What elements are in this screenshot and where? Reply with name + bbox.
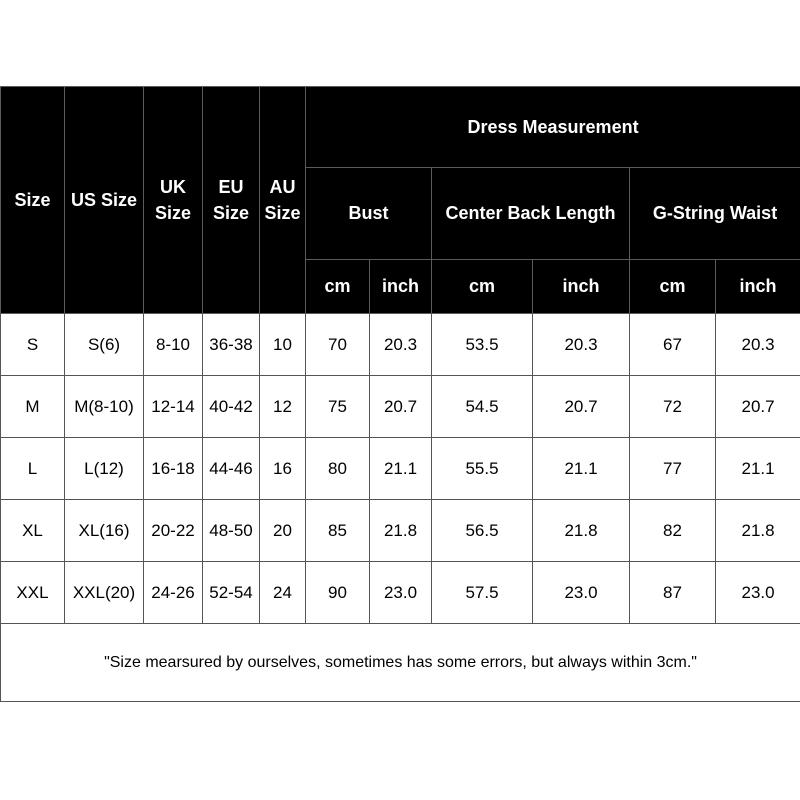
- header-center-back-length: Center Back Length: [432, 168, 630, 260]
- cell-bust-cm: 80: [306, 438, 370, 500]
- cell-au-size: 16: [260, 438, 306, 500]
- cell-length-cm: 53.5: [432, 314, 533, 376]
- cell-bust-cm: 85: [306, 500, 370, 562]
- cell-length-inch: 21.8: [533, 500, 630, 562]
- header-eu-size: [203, 87, 260, 314]
- header-dress-measurement: Dress Measurement: [306, 87, 800, 168]
- header-unit-bust-cm: cm: [306, 260, 370, 314]
- cell-uk-size: 8-10: [144, 314, 203, 376]
- header-uk-size-line2: Size: [154, 203, 192, 223]
- cell-waist-cm: 87: [630, 562, 716, 624]
- header-eu-size-line1: EU: [218, 177, 244, 197]
- cell-eu-size: 36-38: [203, 314, 260, 376]
- cell-waist-inch: 21.1: [716, 438, 800, 500]
- cell-size: M: [1, 376, 65, 438]
- cell-length-cm: 56.5: [432, 500, 533, 562]
- table-row: [1, 376, 800, 438]
- cell-au-size: 10: [260, 314, 306, 376]
- header-unit-waist-cm: cm: [630, 260, 716, 314]
- cell-waist-inch: 23.0: [716, 562, 800, 624]
- header-uk-size-line1: UK: [160, 177, 186, 197]
- size-chart-table: [0, 86, 800, 702]
- cell-uk-size: 20-22: [144, 500, 203, 562]
- cell-waist-inch: 20.7: [716, 376, 800, 438]
- cell-bust-cm: 75: [306, 376, 370, 438]
- cell-au-size: 12: [260, 376, 306, 438]
- cell-us-size: XL(16): [65, 500, 144, 562]
- cell-length-cm: 57.5: [432, 562, 533, 624]
- cell-eu-size: 52-54: [203, 562, 260, 624]
- cell-uk-size: 12-14: [144, 376, 203, 438]
- cell-bust-inch: 21.1: [370, 438, 432, 500]
- cell-size: L: [1, 438, 65, 500]
- header-uk-size: [144, 87, 203, 314]
- measurement-note: "Size mearsured by ourselves, sometimes has some errors, but always within 3cm.": [1, 624, 800, 702]
- header-unit-bust-inch: inch: [370, 260, 432, 314]
- note-row: [1, 624, 800, 702]
- table-body: [1, 314, 800, 702]
- header-unit-waist-inch: inch: [716, 260, 800, 314]
- cell-au-size: 24: [260, 562, 306, 624]
- header-au-size: [260, 87, 306, 314]
- cell-waist-cm: 82: [630, 500, 716, 562]
- cell-length-inch: 23.0: [533, 562, 630, 624]
- cell-bust-cm: 90: [306, 562, 370, 624]
- cell-us-size: L(12): [65, 438, 144, 500]
- cell-bust-inch: 23.0: [370, 562, 432, 624]
- cell-us-size: M(8-10): [65, 376, 144, 438]
- cell-length-inch: 21.1: [533, 438, 630, 500]
- cell-waist-cm: 77: [630, 438, 716, 500]
- cell-length-cm: 54.5: [432, 376, 533, 438]
- cell-length-cm: 55.5: [432, 438, 533, 500]
- header-us-size: US Size: [65, 87, 144, 314]
- cell-waist-inch: 21.8: [716, 500, 800, 562]
- table-row: [1, 314, 800, 376]
- cell-length-inch: 20.3: [533, 314, 630, 376]
- cell-size: XXL: [1, 562, 65, 624]
- header-unit-length-inch: inch: [533, 260, 630, 314]
- cell-us-size: XXL(20): [65, 562, 144, 624]
- cell-au-size: 20: [260, 500, 306, 562]
- table-header: [1, 87, 800, 314]
- table-row: [1, 562, 800, 624]
- cell-bust-inch: 20.3: [370, 314, 432, 376]
- header-au-size-line1: AU: [269, 177, 296, 197]
- table-row: [1, 500, 800, 562]
- header-size: Size: [1, 87, 65, 314]
- cell-bust-cm: 70: [306, 314, 370, 376]
- cell-uk-size: 16-18: [144, 438, 203, 500]
- cell-length-inch: 20.7: [533, 376, 630, 438]
- header-bust: Bust: [306, 168, 432, 260]
- cell-uk-size: 24-26: [144, 562, 203, 624]
- header-g-string-waist: G-String Waist: [630, 168, 800, 260]
- table-row: [1, 438, 800, 500]
- cell-eu-size: 48-50: [203, 500, 260, 562]
- header-unit-length-cm: cm: [432, 260, 533, 314]
- cell-size: S: [1, 314, 65, 376]
- cell-size: XL: [1, 500, 65, 562]
- cell-waist-cm: 72: [630, 376, 716, 438]
- cell-waist-cm: 67: [630, 314, 716, 376]
- cell-waist-inch: 20.3: [716, 314, 800, 376]
- header-eu-size-line2: Size: [212, 203, 250, 223]
- cell-eu-size: 44-46: [203, 438, 260, 500]
- header-au-size-line2: Size: [264, 203, 301, 223]
- cell-eu-size: 40-42: [203, 376, 260, 438]
- cell-bust-inch: 20.7: [370, 376, 432, 438]
- cell-us-size: S(6): [65, 314, 144, 376]
- cell-bust-inch: 21.8: [370, 500, 432, 562]
